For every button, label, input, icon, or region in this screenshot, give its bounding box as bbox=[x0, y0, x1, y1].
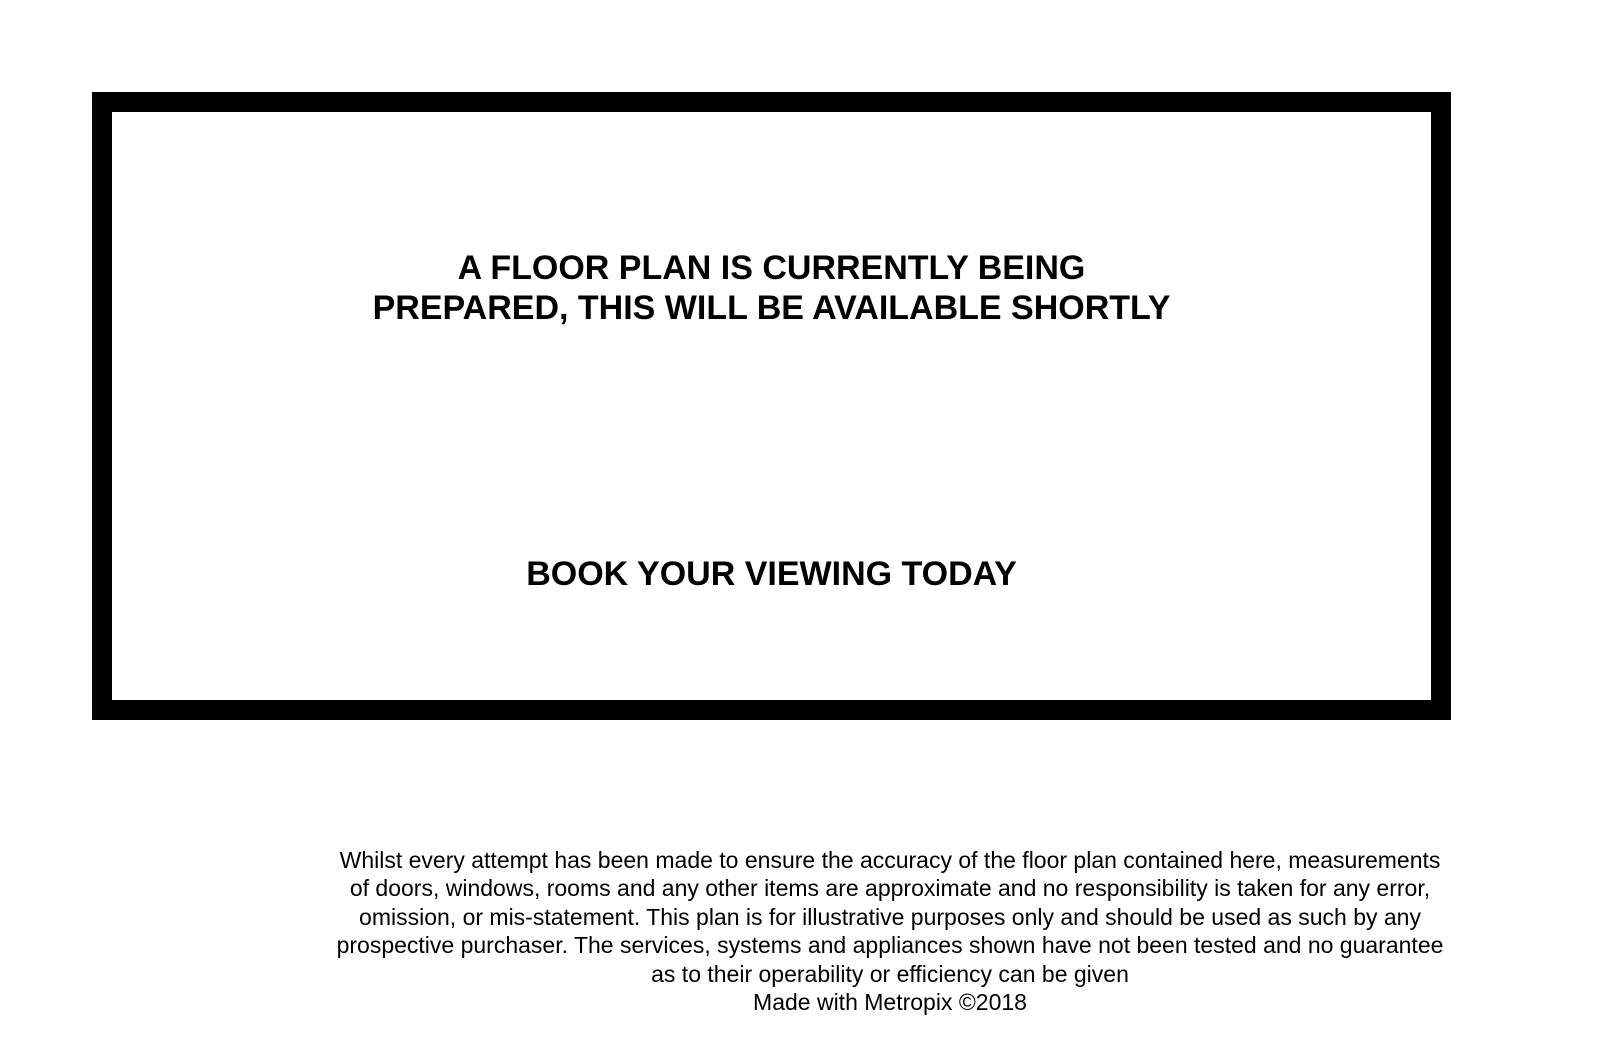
book-viewing-text: BOOK YOUR VIEWING TODAY bbox=[526, 555, 1017, 593]
headline-line-1: A FLOOR PLAN IS CURRENTLY BEING bbox=[457, 249, 1086, 287]
disclaimer-line-1: Whilst every attempt has been made to ensure the accuracy of the floor plan contained here, measurements bbox=[339, 847, 1441, 873]
disclaimer-text bbox=[280, 846, 1500, 1016]
disclaimer-line-4: prospective purchaser. The services, systems and appliances shown have not been tested and no guarantee bbox=[336, 932, 1444, 959]
disclaimer-line-2: of doors, windows, rooms and any other items are approximate and no responsibility is taken for any error, bbox=[349, 875, 1431, 902]
floor-plan-placeholder-frame bbox=[92, 92, 1451, 720]
metropix-credit: Made with Metropix ©2018 bbox=[753, 989, 1027, 1016]
disclaimer-line-5: as to their operability or efficiency can be given bbox=[651, 960, 1129, 987]
disclaimer-line-3: omission, or mis-statement. This plan is for illustrative purposes only and should be used as such by any bbox=[359, 903, 1421, 930]
placeholder-headline bbox=[112, 248, 1431, 328]
headline-line-2: PREPARED, THIS WILL BE AVAILABLE SHORTLY bbox=[372, 289, 1171, 327]
